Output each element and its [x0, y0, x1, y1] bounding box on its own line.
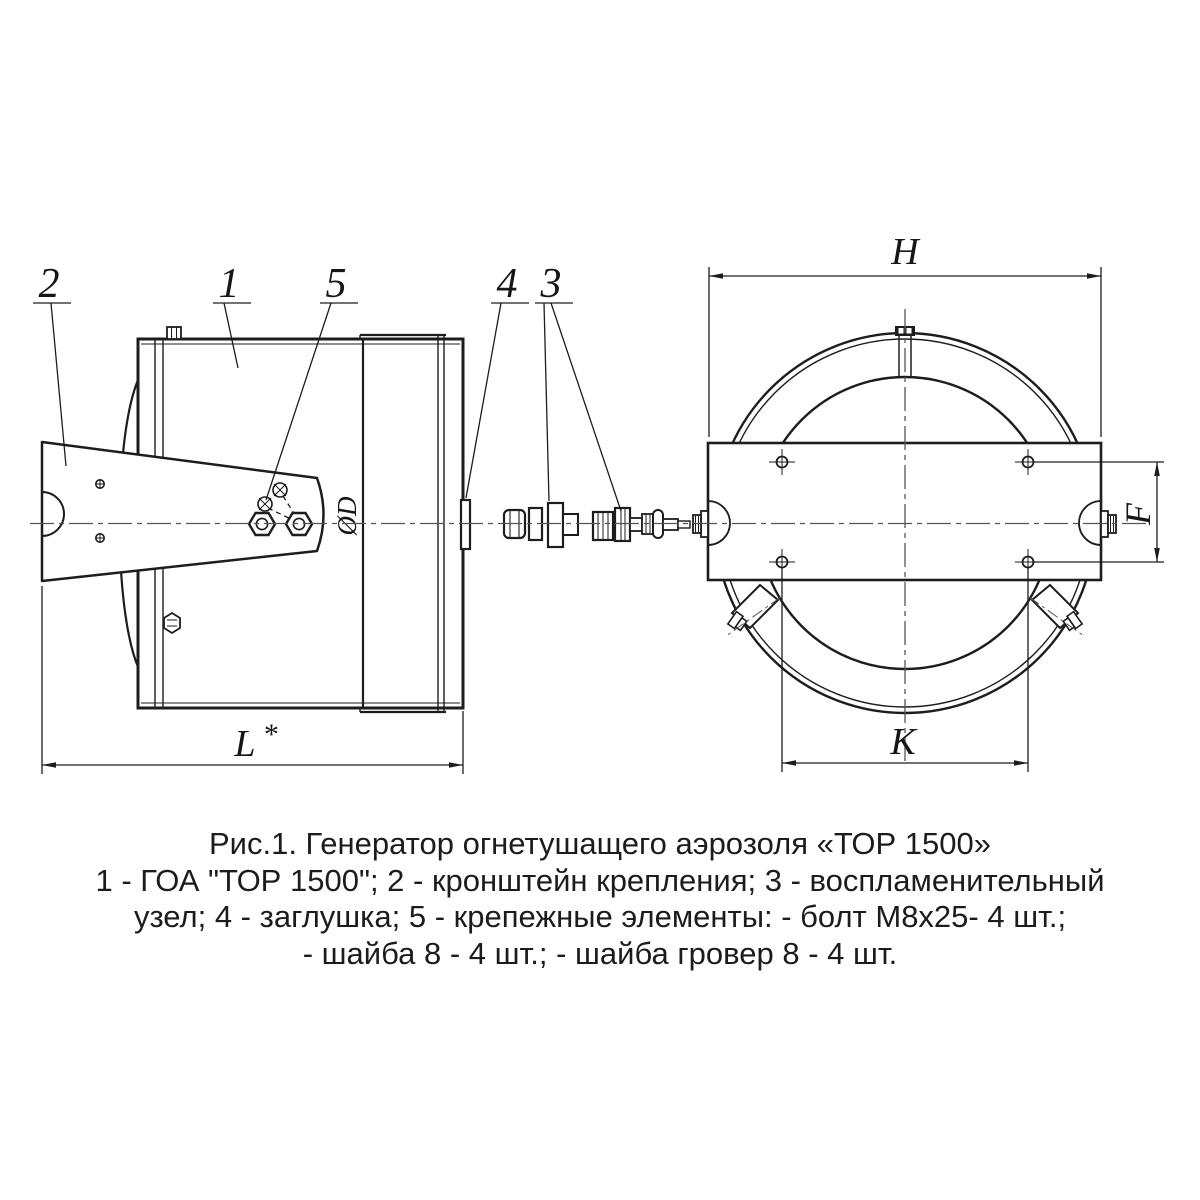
dimension-L-label: L [234, 723, 256, 765]
bracket-hole [95, 479, 105, 489]
washer-position-icon [273, 483, 287, 497]
band-clamp-lug-left [728, 585, 778, 632]
dimension-F-label: F [1118, 503, 1158, 525]
callout-5-label: 5 [325, 261, 347, 307]
side-view [42, 327, 470, 712]
callout-2 [33, 261, 71, 466]
callout-4-label: 4 [496, 261, 518, 307]
figure-caption [0, 826, 1200, 972]
dimension-H-label: H [891, 231, 919, 273]
callout-3 [535, 261, 621, 511]
ignition-unit-part-b [593, 508, 690, 541]
flange-bolt-top-icon [167, 327, 181, 339]
caption-legend-line: узел; 4 - заглушка; 5 - крепежные элементы: - болт М8х25- 4 шт.; [133, 899, 1067, 934]
callout-3-label: 3 [540, 261, 562, 307]
end-plug [461, 500, 470, 549]
ignition-unit-part-a [504, 503, 578, 547]
callout-4 [466, 261, 529, 498]
band-clamp-lug-right [1032, 585, 1082, 632]
ignition-unit [504, 503, 690, 547]
dimension-L-note: * [262, 718, 278, 751]
caption-title: Рис.1. Генератор огнетушащего аэрозоля «ТОР 1500» [208, 826, 992, 861]
bracket-hole [95, 533, 105, 543]
flange-nut-lower-icon [164, 613, 180, 633]
dimension-K-label: K [890, 721, 916, 763]
callout-1-label: 1 [218, 261, 240, 307]
caption-legend-line: - шайба 8 - 4 шт.; - шайба гровер 8 - 4 шт. [302, 935, 898, 971]
washer-position-icon [258, 497, 272, 511]
diameter-label: ØD [332, 496, 362, 536]
callout-2-label: 2 [38, 261, 60, 307]
caption-legend-line: 1 - ГОА "ТОР 1500"; 2 - кронштейн крепления; 3 - воспламенительный [95, 862, 1105, 898]
